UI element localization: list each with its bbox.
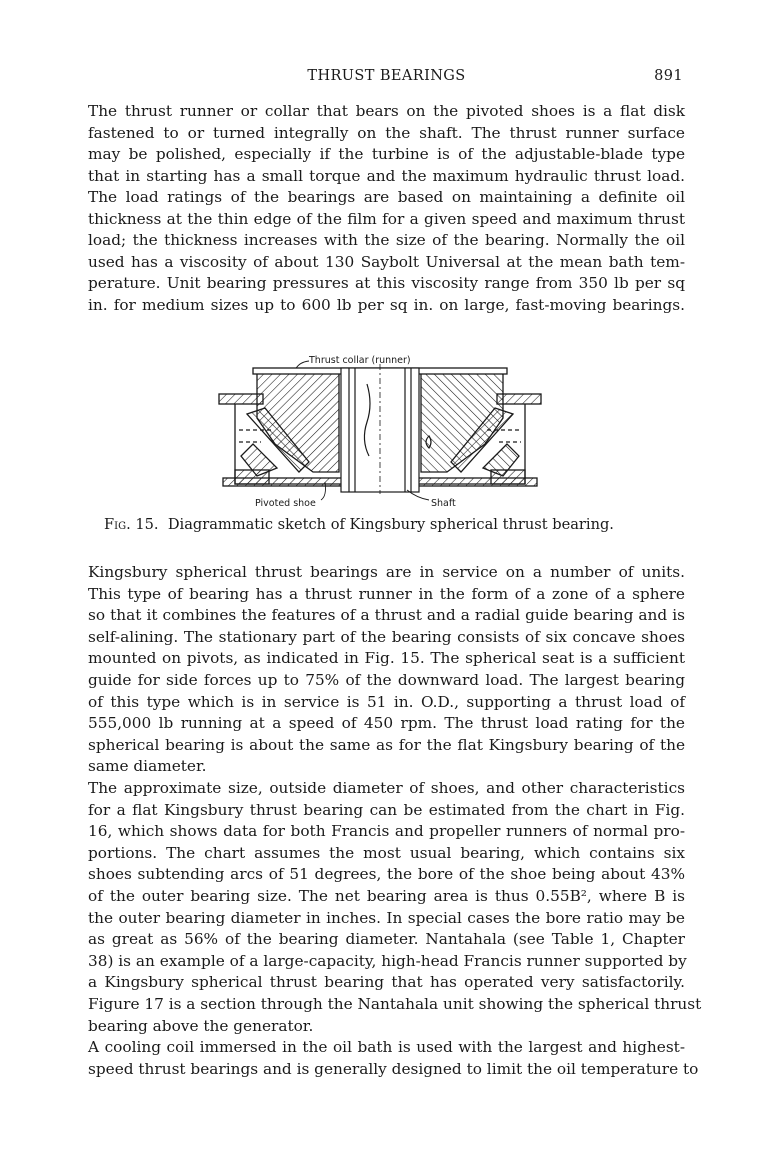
text-line: self-alining. The stationary part of the bearing consists of six concave shoes xyxy=(88,627,685,646)
text-line: mounted on pivots, as indicated in Fig. 15. The spherical seat is a sufficient xyxy=(88,649,685,668)
text-line: same diameter. xyxy=(88,757,207,776)
bearing-diagram xyxy=(217,344,543,512)
caption-text: Diagrammatic sketch of Kingsbury spherical thrust bearing. xyxy=(167,516,614,533)
text-line: guide for side forces up to 75% of the downward load. The largest bearing xyxy=(88,670,685,689)
text-line: speed thrust bearings and is generally designed to limit the oil temperature to xyxy=(88,1059,699,1078)
text-line: so that it combines the features of a thrust and a radial guide bearing and is xyxy=(88,606,685,625)
shoe-label: Pivoted shoe xyxy=(255,498,316,509)
text-line: The thrust runner or collar that bears on the pivoted shoes is a flat disk xyxy=(88,102,685,120)
text-line: spherical bearing is about the same as for the flat Kingsbury bearing of the xyxy=(88,735,685,754)
text-line: in. for medium sizes up to 600 lb per sq in. on large, fast-moving bearings. xyxy=(88,295,685,314)
paragraph-4 xyxy=(88,778,702,1037)
text-line: for a flat Kingsbury thrust bearing can be estimated from the chart in Fig. xyxy=(88,800,685,819)
figure-caption xyxy=(104,516,614,533)
running-title: THRUST BEARINGS xyxy=(307,68,466,84)
text-line: A cooling coil immersed in the oil bath is used with the largest and highest- xyxy=(88,1038,685,1056)
text-line: thickness at the thin edge of the film for a given speed and maximum thrust xyxy=(88,209,685,228)
paragraph-1 xyxy=(88,101,685,187)
text-line: of this type which is in service is 51 in. O.D., supporting a thrust load of xyxy=(88,692,685,711)
text-line: the outer bearing diameter in inches. In special cases the bore ratio may be xyxy=(88,908,685,927)
paragraph-2 xyxy=(88,187,685,317)
text-line: portions. The chart assumes the most usual bearing, which contains six xyxy=(88,843,685,862)
paragraph-5 xyxy=(88,1037,699,1080)
text-line: 16, which shows data for both Francis and propeller runners of normal pro- xyxy=(88,822,685,841)
text-line: may be polished, especially if the turbine is of the adjustable-blade type xyxy=(88,145,685,164)
text-line: Kingsbury spherical thrust bearings are in service on a number of units. xyxy=(88,563,685,581)
text-line: The approximate size, outside diameter of shoes, and other characteristics xyxy=(88,779,685,797)
text-line: as great as 56% of the bearing diameter. Nantahala (see Table 1, Chapter xyxy=(88,930,685,949)
text-line: Figure 17 is a section through the Nantahala unit showing the spherical thrust xyxy=(88,994,702,1013)
figure-number: Fig. 15. xyxy=(104,516,159,533)
text-line: that in starting has a small torque and the maximum hydraulic thrust load. xyxy=(88,166,685,185)
text-line: of the outer bearing size. The net bearing area is thus 0.55B², where B is xyxy=(88,886,685,905)
text-line: load; the thickness increases with the size of the bearing. Normally the oil xyxy=(88,231,685,250)
text-line: 38) is an example of a large-capacity, high-head Francis runner supported by xyxy=(88,951,687,970)
text-line: This type of bearing has a thrust runner in the form of a zone of a sphere xyxy=(88,584,685,603)
text-line: fastened to or turned integrally on the shaft. The thrust runner surface xyxy=(88,123,685,142)
text-line: used has a viscosity of about 130 Saybolt Universal at the mean bath tem- xyxy=(88,252,685,271)
shaft xyxy=(341,364,431,494)
text-line: a Kingsbury spherical thrust bearing that has operated very satisfactorily. xyxy=(88,973,685,992)
paragraph-3 xyxy=(88,562,685,778)
text-line: perature. Unit bearing pressures at this viscosity range from 350 lb per sq xyxy=(88,274,685,293)
text-line: 555,000 lb running at a speed of 450 rpm. The thrust load rating for the xyxy=(88,714,685,733)
text-line: shoes subtending arcs of 51 degrees, the bore of the shoe being about 43% xyxy=(88,865,685,884)
text-line: bearing above the generator. xyxy=(88,1016,314,1035)
collar-label: Thrust collar (runner) xyxy=(309,355,411,366)
text-line: The load ratings of the bearings are based on maintaining a definite oil xyxy=(88,188,685,206)
running-header xyxy=(88,68,685,90)
shaft-label: Shaft xyxy=(431,498,456,509)
page-number: 891 xyxy=(654,68,683,84)
